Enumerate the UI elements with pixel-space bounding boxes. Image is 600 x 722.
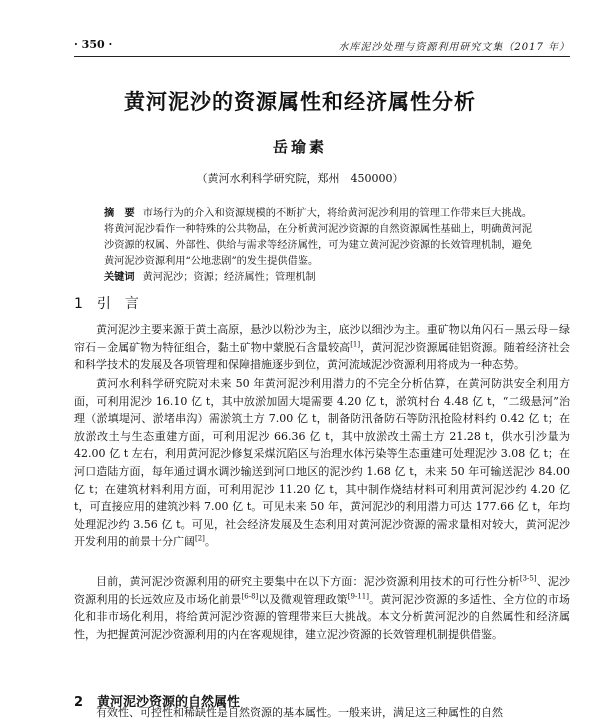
author-name: 岳瑜素	[272, 138, 327, 156]
paragraph-text: 黄河水利科学研究院对未来 50 年黄河泥沙利用潜力的不完全分析估算，在黄河防洪安全利用方面，可利用泥沙 16.10 亿 t，其中放淤加固大堤需要 4.20 亿 t，淤筑村台 4.48 亿 t，“二级悬河”治理（淤填堤河、淤堵串沟）需淤筑土方 7.00 亿 t，制备防汛备防石等防汛抢险材料约 0.42 亿 t；在放淤改土与生态重建方面，可利用泥沙 66.36 亿 t，其中放淤改土需土方 21.28 t，供水引沙量为 42.00 亿 t 左右，利用黄河泥沙修复采煤沉陷区与治理水体污染等生态重建可处理泥沙 3.08 亿 t；在河口造陆方面，每年通过调水调沙输送到河口地区的泥沙约 1.68 亿 t，未来 50 年可输送泥沙 84.00 亿 t；在建筑材料利用方面，可利用泥沙 11.20 亿 t，其中制作烧结材料可利用黄河泥沙约 4.20 亿 t，可直接应用的建筑沙料 7.00 亿 t。可见未来 50 年，黄河泥沙的利用潜力可达 177.66 亿 t，年均处理泥沙约 3.56 亿 t。可见，社会经济发展及生态利用对黄河泥沙资源的需求量相对较大，黄河泥沙开发利用的前景十分广阔	[74, 377, 570, 549]
citation: [3-5]	[519, 574, 537, 583]
paragraph-text: 有效性、可控性和稀缺性是自然资源的基本属性。一般来讲，满足这三种属性的自然	[96, 706, 503, 719]
citation: [1]	[350, 339, 361, 348]
section-number: 1	[74, 296, 83, 312]
paragraph-text: 、泥沙资源利用的长远效应及市场化前景	[74, 575, 571, 606]
paragraph-text: ，黄河泥沙资源属硅铝资源。随着经济社会和科学技术的发展及各项管理和保障措施逐步到位，黄河流域泥沙资源利用将成为一种态势。	[74, 340, 571, 372]
paragraph-4	[74, 704, 570, 722]
paragraph-text: 黄河泥沙主要来源于黄土高原，悬沙以粉沙为主，底沙以细沙为主。重矿物以角闪石－黑云母－绿帘石－金属矿物为特征组合，黏土矿物中蒙脱石含量较高	[74, 323, 570, 354]
affiliation: （黄河水利科学研究院，郑州 450000）	[196, 172, 404, 185]
paragraph-3	[74, 573, 570, 643]
section-heading-introduction	[74, 293, 139, 313]
keywords-text: 黄河泥沙；资源；经济属性；管理机制	[142, 272, 316, 283]
citation: [2]	[195, 534, 205, 543]
abstract-text: 市场行为的介入和资源规模的不断扩大，将给黄河泥沙利用的管理工作带来巨大挑战。将黄河泥沙看作一种特殊的公共物品，在分析黄河泥沙资源的自然资源属性基础上，明确黄河泥沙资源的权属、外部性、供给与需求等经济属性，可为建立黄河泥沙资源的长效管理机制，避免黄河泥沙资源利用“公地悲剧”的发生提供借鉴。	[104, 208, 533, 267]
paragraph-2	[74, 375, 570, 551]
paragraph-text: 。黄河泥沙资源的多适性、全方位的市场化和非市场化利用，将给黄河泥沙资源的管理带来巨大挑战。本文分析黄河泥沙的自然属性和经济属性，为把握黄河泥沙资源利用的内在客观规律，建立泥沙资源的长效管理机制提供借鉴。	[74, 592, 571, 641]
section-title: 黄河泥沙资源的自然属性	[97, 695, 241, 710]
paragraph-text: 目前，黄河泥沙资源利用的研究主要集中在以下方面：泥沙资源利用技术的可行性分析	[96, 575, 520, 588]
article-title: 黄河泥沙的资源属性和经济属性分析	[124, 90, 476, 114]
abstract	[104, 206, 532, 270]
paragraph-text: 以及微观管理政策	[258, 592, 348, 606]
citation: [9-11]	[347, 591, 369, 600]
section-number: 2	[74, 695, 84, 710]
running-header	[74, 38, 570, 57]
page-number: · 350 ·	[74, 38, 113, 51]
journal-title: 水库泥沙处理与资源利用研究文集（2017 年）	[338, 42, 570, 53]
keywords-label: 关键词	[104, 272, 135, 283]
paragraph-text: 。	[204, 535, 216, 549]
paragraph-1	[74, 321, 570, 374]
abstract-label: 摘 要	[104, 208, 135, 219]
citation: [6-8]	[241, 591, 259, 600]
section-title: 引 言	[96, 296, 139, 312]
keywords	[104, 270, 532, 286]
